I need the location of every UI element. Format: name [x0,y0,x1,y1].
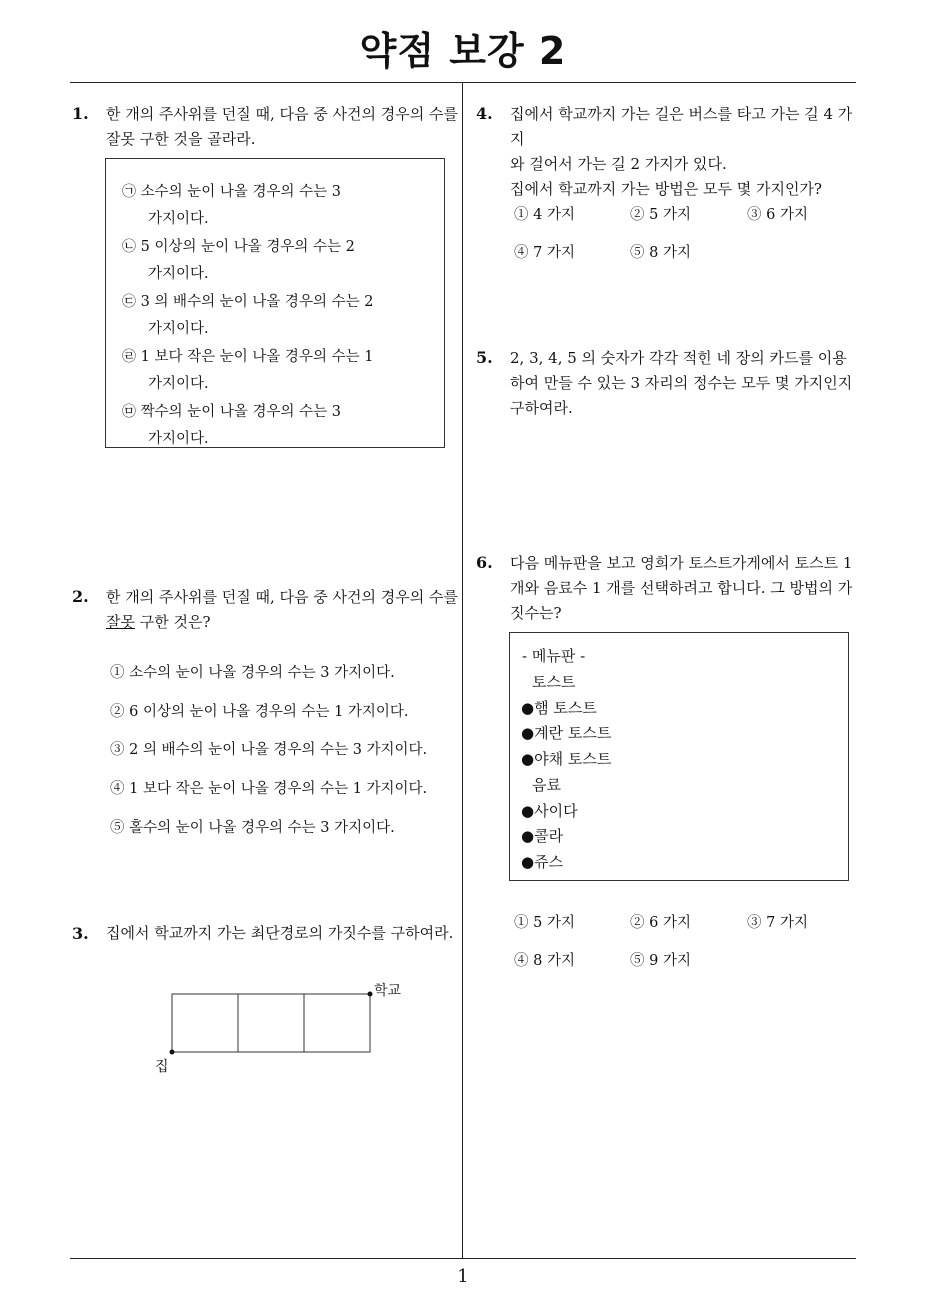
statement-text: 1 보다 작은 눈이 나올 경우의 수는 1 [140,349,374,365]
menu-item: ●사이다 [521,802,578,820]
question-text: 집에서 학교까지 가는 최단경로의 가짓수를 구하여라. [106,924,454,942]
page-title: 약점 보강 2 [359,29,567,73]
question-text-line: 구한 것은? [134,613,211,631]
school-point [368,992,373,997]
page-number: 1 [457,1266,469,1287]
home-point [170,1050,175,1055]
answer-option[interactable]: ⑤ 홀수의 눈이 나올 경우의 수는 3 가지이다. [110,820,395,836]
statement-mark: ㉡ [122,239,136,255]
question-text-line: 잘못 구한 것을 골라라. [106,130,256,148]
question-text-line: 와 걸어서 가는 길 2 가지가 있다. [510,155,727,173]
menu-category: 음료 [532,776,561,794]
menu-item: ●쥬스 [521,853,564,871]
answer-option[interactable]: ① 4 가지 [514,207,575,223]
question-number: 3. [72,924,89,943]
question-text-line: 구하여라. [510,399,573,417]
answer-option[interactable]: ④ 7 가지 [514,245,575,261]
statement-text: 5 이상의 눈이 나올 경우의 수는 2 [140,239,355,255]
question-number: 1. [72,104,89,123]
statement-mark: ㉠ [122,184,136,200]
footer-divider [70,1258,856,1259]
answer-option[interactable]: ③ 2 의 배수의 눈이 나올 경우의 수는 3 가지이다. [110,742,428,758]
statement-text: 짝수의 눈이 나올 경우의 수는 3 [140,404,341,420]
grid-diagram [150,980,410,1080]
school-label: 학교 [374,983,402,999]
question-text [510,346,860,421]
answer-option[interactable]: ① 소수의 눈이 나올 경우의 수는 3 가지이다. [110,665,395,681]
question-text [510,551,860,626]
column-divider [462,83,463,1259]
statement-item [122,234,355,288]
statement-item [122,289,373,343]
menu-item: ●계란 토스트 [521,724,612,742]
statement-text: 소수의 눈이 나올 경우의 수는 3 [140,184,341,200]
answer-option[interactable]: ② 6 이상의 눈이 나올 경우의 수는 1 가지이다. [110,704,409,720]
bullet-icon: ● [521,750,535,768]
statement-text: 가지이다. [148,266,209,282]
underlined-word: 잘못 [106,613,135,631]
header-divider [70,82,856,83]
bullet-icon: ● [521,699,535,717]
answer-option[interactable]: ① 5 가지 [514,915,575,931]
question-text-line: 집에서 학교까지 가는 길은 버스를 타고 가는 길 4 가지 [510,105,853,148]
question-number: 5. [476,348,493,367]
menu-item: ●콜라 [521,827,564,845]
question-text-line: 다음 메뉴판을 보고 영희가 토스트가게에서 토스트 1 [510,554,853,572]
answer-option[interactable]: ② 6 가지 [630,915,691,931]
answer-option[interactable]: ④ 1 보다 작은 눈이 나올 경우의 수는 1 가지이다. [110,781,428,797]
statement-mark: ㉣ [122,349,136,365]
statement-box [105,158,445,448]
menu-item: ●햄 토스트 [521,699,597,717]
statement-item [122,399,341,453]
question-text [510,102,860,202]
statement-text: 3 의 배수의 눈이 나올 경우의 수는 2 [140,294,374,310]
menu-item: ●야채 토스트 [521,750,612,768]
question-number: 2. [72,587,89,606]
statement-mark: ㉤ [122,404,136,420]
question-text-line: 2, 3, 4, 5 의 숫자가 각각 적힌 네 장의 카드를 이용 [510,349,847,367]
question-number: 6. [476,553,493,572]
bullet-icon: ● [521,802,535,820]
menu-category: 토스트 [532,673,576,691]
question-text-line: 하여 만들 수 있는 3 자리의 정수는 모두 몇 가지인지 [510,374,853,392]
statement-mark: ㉢ [122,294,136,310]
statement-text: 가지이다. [148,321,209,337]
answer-option[interactable]: ⑤ 9 가지 [630,953,691,969]
home-label: 집 [155,1059,169,1075]
question-number: 4. [476,104,493,123]
statement-text: 가지이다. [148,376,209,392]
question-text [106,585,458,635]
menu-box [509,632,849,881]
bullet-icon: ● [521,827,535,845]
menu-header: - 메뉴판 - [522,647,586,665]
bullet-icon: ● [521,853,535,871]
answer-option[interactable]: ④ 8 가지 [514,953,575,969]
statement-text: 가지이다. [148,211,209,227]
statement-item [122,344,373,398]
answer-option[interactable]: ⑤ 8 가지 [630,245,691,261]
question-text-line: 집에서 학교까지 가는 방법은 모두 몇 가지인가? [510,180,822,198]
statement-item [122,179,341,233]
question-text-line: 한 개의 주사위를 던질 때, 다음 중 사건의 경우의 수를 [106,588,458,606]
grid-outline [172,994,370,1052]
question-text [106,102,458,152]
statement-text: 가지이다. [148,431,209,447]
answer-option[interactable]: ③ 6 가지 [747,207,808,223]
question-text-line: 한 개의 주사위를 던질 때, 다음 중 사건의 경우의 수를 [106,105,458,123]
answer-option[interactable]: ② 5 가지 [630,207,691,223]
bullet-icon: ● [521,724,535,742]
answer-option[interactable]: ③ 7 가지 [747,915,808,931]
question-text-line: 개와 음료수 1 개를 선택하려고 합니다. 그 방법의 가 [510,579,853,597]
question-text-line: 짓수는? [510,604,562,622]
